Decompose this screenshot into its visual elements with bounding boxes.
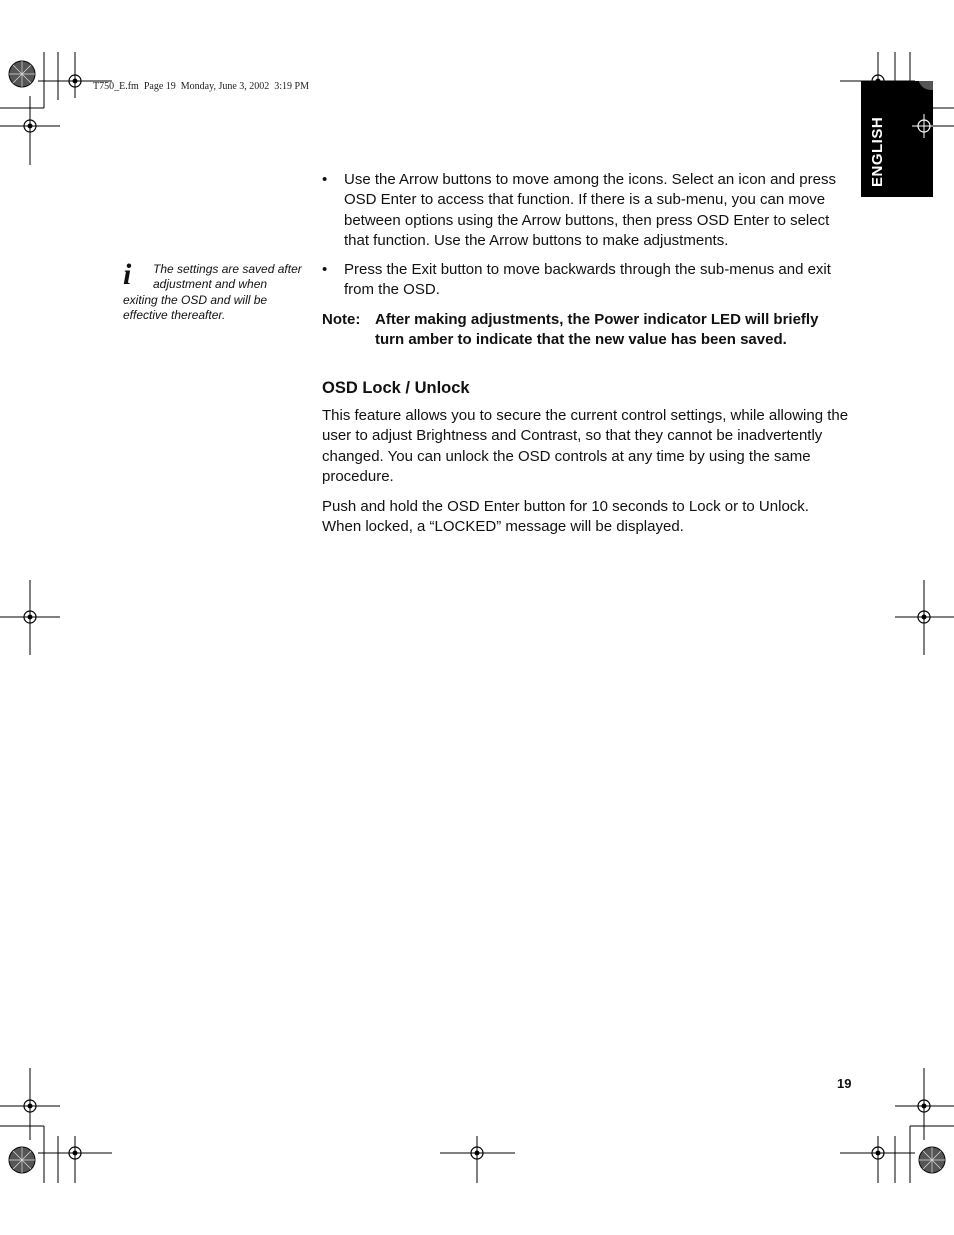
note-text: After making adjustments, the Power indicator LED will briefly turn amber to indicate that the new value has been saved.: [375, 311, 819, 349]
section-paragraph: Push and hold the OSD Enter button for 10 seconds to Lock or to Unlock. When locked, a “LOCKED” message will be displayed.: [322, 498, 809, 536]
page-number: 19: [837, 1076, 852, 1091]
list-item: [322, 260, 857, 302]
list-item: [322, 170, 857, 252]
list-item-text: Use the Arrow buttons to move among the icons. Select an icon and press OSD Enter to access that function. If there is a sub-menu, you can move between options using the Arrow buttons, then press OSD Enter to select that function. Use the Arrow buttons to make adjustments.: [344, 171, 836, 250]
list-item-text: Press the Exit button to move backwards through the sub-menus and exit from the OSD.: [344, 261, 831, 299]
note-label: Note:: [322, 311, 361, 328]
section-heading: OSD Lock / Unlock: [322, 379, 470, 397]
language-tab: [861, 81, 933, 197]
section-paragraph: This feature allows you to secure the current control settings, while allowing the user to adjust Brightness and Contrast, so that they cannot be inadvertently changed. You can unlock the OSD controls at any time by using the same procedure.: [322, 407, 849, 486]
info-icon: i: [123, 258, 132, 291]
language-tab-label: ENGLISH: [869, 116, 886, 187]
bullet-marker: •: [322, 171, 328, 188]
margin-note-text: The settings are saved after adjustment and when exiting the OSD and will be effective thereafter.: [123, 262, 302, 322]
bullet-marker: •: [322, 261, 328, 278]
margin-note: [123, 258, 303, 323]
note-block: [322, 310, 852, 352]
file-info-header: T750_E.fm Page 19 Monday, June 3, 2002 3:19 PM: [93, 81, 310, 92]
